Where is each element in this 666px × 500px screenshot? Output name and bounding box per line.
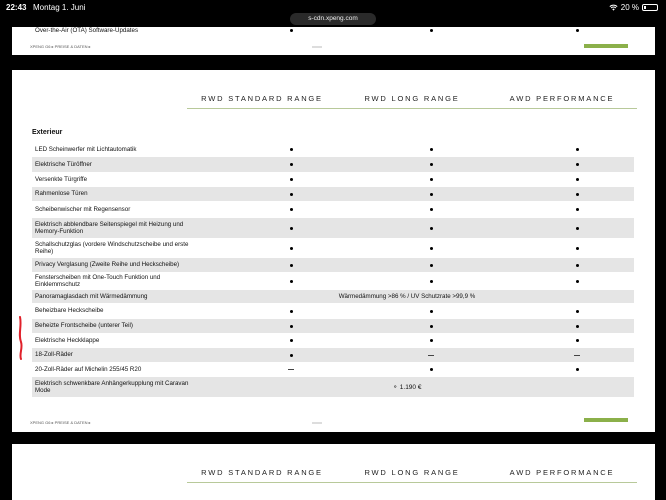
- feature-label: Schallschutzglas (vordere Windschutzscheibe und erste Reihe): [35, 240, 189, 255]
- feature-label: Versenkte Türgriffe: [35, 175, 88, 183]
- value-cell: [411, 143, 451, 156]
- included-dot-icon: [290, 264, 293, 267]
- included-dot-icon: [576, 29, 579, 32]
- url-bar[interactable]: s-cdn.xpeng.com: [290, 13, 376, 25]
- red-annotation-mark: [15, 316, 25, 360]
- value-cell: [411, 363, 451, 376]
- value-cell: [557, 273, 597, 289]
- footer-divider: [312, 46, 322, 48]
- document-page-current: [12, 70, 655, 432]
- value-cell: [411, 319, 451, 333]
- value-cell: [411, 334, 451, 347]
- value-cell: [271, 202, 311, 217]
- footer-accent-bar: [584, 44, 628, 48]
- table-row: [32, 218, 634, 238]
- not-available-dash-icon: [288, 369, 294, 370]
- table-row: [32, 202, 634, 217]
- page-footer: XPENG G6 ▸ PREISE & DATEN ▸: [30, 420, 91, 425]
- table-row: [32, 258, 634, 272]
- value-cell: [271, 143, 311, 156]
- column-header: AWD PERFORMANCE: [509, 94, 615, 103]
- value-cell: [271, 187, 311, 201]
- table-row: [32, 348, 634, 362]
- included-dot-icon: [290, 354, 293, 357]
- value-cell: [557, 319, 597, 333]
- column-header: RWD STANDARD RANGE: [201, 468, 323, 477]
- value-cell: [271, 273, 311, 289]
- value-cell: [411, 273, 451, 289]
- table-row: [32, 27, 634, 34]
- feature-label: LED Scheinwerfer mit Lichtautomatik: [35, 145, 137, 153]
- feature-label: Elektrisch abblendbare Seitenspiegel mit Heizung und Memory-Funktion: [35, 220, 184, 235]
- value-cell: [271, 27, 311, 34]
- feature-label: Panoramaglasdach mit Wärmedämmung: [35, 292, 148, 300]
- table-row: [32, 143, 634, 156]
- feature-label: 18-Zoll-Räder: [35, 351, 73, 359]
- included-dot-icon: [430, 310, 433, 313]
- included-dot-icon: [430, 178, 433, 181]
- value-cell: [557, 157, 597, 172]
- column-header: RWD LONG RANGE: [364, 94, 460, 103]
- value-cell: [271, 363, 311, 376]
- included-dot-icon: [290, 280, 293, 283]
- document-page-next: [12, 444, 655, 500]
- feature-label: Over-the-Air (OTA) Software-Updates: [35, 26, 139, 34]
- included-dot-icon: [576, 310, 579, 313]
- table-row: [32, 290, 634, 303]
- table-row: [32, 377, 634, 397]
- footer-accent-bar: [584, 418, 628, 422]
- value-cell: [557, 304, 597, 318]
- feature-label: 20-Zoll-Räder auf Michelin 255/45 R20: [35, 365, 142, 373]
- value-cell: [271, 319, 311, 333]
- included-dot-icon: [430, 264, 433, 267]
- value-cell: [557, 27, 597, 34]
- feature-label: Scheibenwischer mit Regensensor: [35, 205, 131, 213]
- included-dot-icon: [430, 280, 433, 283]
- included-dot-icon: [290, 178, 293, 181]
- value-cell: [557, 143, 597, 156]
- included-dot-icon: [430, 29, 433, 32]
- table-row: [32, 334, 634, 347]
- header-rule: [187, 482, 637, 483]
- value-cell: [411, 304, 451, 318]
- value-cell: [411, 218, 451, 238]
- included-dot-icon: [430, 163, 433, 166]
- included-dot-icon: [576, 163, 579, 166]
- spanning-value: Wärmedämmung >86 % / UV Schutzrate >99,9 %: [338, 293, 476, 300]
- status-time: 22:43: [6, 3, 27, 12]
- included-dot-icon: [290, 148, 293, 151]
- table-row: [32, 173, 634, 186]
- feature-label: Elektrische Heckklappe: [35, 336, 100, 344]
- value-cell: [271, 334, 311, 347]
- header-rule: [187, 108, 637, 109]
- table-row: [32, 239, 634, 257]
- wifi-icon: [609, 4, 618, 11]
- value-cell: [557, 218, 597, 238]
- included-dot-icon: [576, 339, 579, 342]
- feature-label: Rahmenlose Türen: [35, 190, 88, 198]
- value-cell: [557, 334, 597, 347]
- included-dot-icon: [576, 264, 579, 267]
- included-dot-icon: [576, 247, 579, 250]
- value-cell: [411, 187, 451, 201]
- feature-label: Privacy Verglasung (Zweite Reihe und Heckscheibe): [35, 261, 180, 269]
- included-dot-icon: [576, 193, 579, 196]
- table-row: [32, 157, 634, 172]
- section-title: Exterieur: [32, 129, 63, 136]
- included-dot-icon: [290, 247, 293, 250]
- option-price: ⚬ 1.190 €: [392, 384, 422, 391]
- status-date: Montag 1. Juni: [33, 3, 86, 12]
- value-cell: [271, 218, 311, 238]
- value-cell: [411, 348, 451, 362]
- table-row: [32, 187, 634, 201]
- included-dot-icon: [430, 368, 433, 371]
- column-header: RWD STANDARD RANGE: [201, 94, 323, 103]
- included-dot-icon: [430, 193, 433, 196]
- value-cell: [271, 173, 311, 186]
- included-dot-icon: [430, 227, 433, 230]
- footer-divider: [312, 422, 322, 424]
- battery-icon: [642, 4, 658, 11]
- included-dot-icon: [576, 148, 579, 151]
- included-dot-icon: [576, 280, 579, 283]
- included-dot-icon: [290, 325, 293, 328]
- battery-percent: 20 %: [620, 3, 639, 12]
- value-cell: [411, 157, 451, 172]
- not-available-dash-icon: [574, 355, 580, 356]
- value-cell: [271, 258, 311, 272]
- column-header: RWD LONG RANGE: [364, 468, 460, 477]
- included-dot-icon: [430, 247, 433, 250]
- table-row: [32, 363, 634, 376]
- value-cell: [271, 348, 311, 362]
- value-cell: [271, 239, 311, 257]
- not-available-dash-icon: [428, 355, 434, 356]
- feature-label: Elektrisch schwenkbare Anhängerkupplung mit Caravan Mode: [35, 379, 189, 394]
- value-cell: [411, 239, 451, 257]
- value-cell: [271, 304, 311, 318]
- status-bar: [0, 0, 666, 14]
- feature-label: Beheizte Frontscheibe (unterer Teil): [35, 322, 133, 330]
- included-dot-icon: [576, 178, 579, 181]
- column-header: AWD PERFORMANCE: [509, 468, 615, 477]
- table-row: [32, 304, 634, 318]
- document-page-previous: [12, 27, 655, 55]
- included-dot-icon: [576, 208, 579, 211]
- value-cell: [411, 173, 451, 186]
- included-dot-icon: [430, 208, 433, 211]
- included-dot-icon: [290, 339, 293, 342]
- included-dot-icon: [430, 339, 433, 342]
- feature-label: Beheizbare Heckscheibe: [35, 307, 104, 315]
- value-cell: [557, 187, 597, 201]
- included-dot-icon: [290, 193, 293, 196]
- table-row: [32, 319, 634, 333]
- included-dot-icon: [290, 310, 293, 313]
- value-cell: [411, 258, 451, 272]
- included-dot-icon: [430, 148, 433, 151]
- feature-label: Elektrische Türöffner: [35, 160, 92, 168]
- value-cell: [557, 173, 597, 186]
- value-cell: [557, 202, 597, 217]
- value-cell: [557, 348, 597, 362]
- value-cell: [411, 202, 451, 217]
- value-cell: [557, 363, 597, 376]
- value-cell: [557, 239, 597, 257]
- included-dot-icon: [430, 325, 433, 328]
- included-dot-icon: [576, 227, 579, 230]
- included-dot-icon: [576, 368, 579, 371]
- battery-fill: [644, 6, 646, 9]
- included-dot-icon: [290, 208, 293, 211]
- table-row: [32, 273, 634, 289]
- status-right: [609, 3, 658, 12]
- included-dot-icon: [290, 163, 293, 166]
- value-cell: [557, 258, 597, 272]
- value-cell: [271, 157, 311, 172]
- page-footer: XPENG G6 ▸ PREISE & DATEN ▸: [30, 44, 91, 49]
- value-cell: [411, 27, 451, 34]
- included-dot-icon: [290, 29, 293, 32]
- included-dot-icon: [290, 227, 293, 230]
- feature-label: Fensterscheiben mit One-Touch Funktion und Einklemmschutz: [35, 273, 161, 288]
- included-dot-icon: [576, 325, 579, 328]
